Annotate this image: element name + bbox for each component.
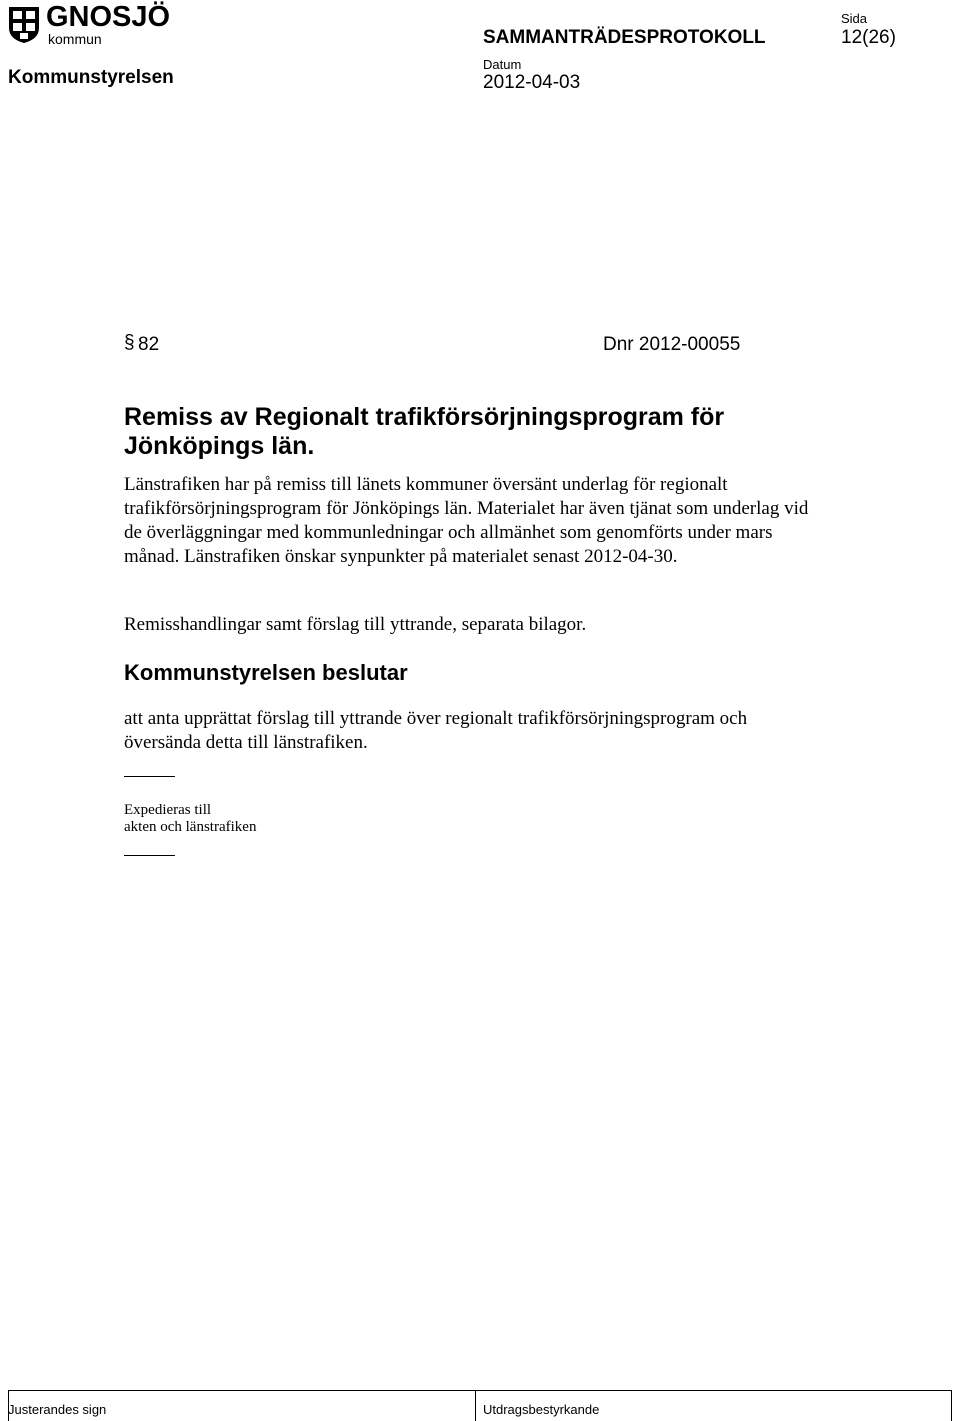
footer-divider <box>475 1390 476 1421</box>
document-type: SAMMANTRÄDESPROTOKOLL <box>483 27 766 48</box>
decision-text: att anta upprättat förslag till yttrande över regionalt trafikförsörjningsprogram och översända detta till länstrafiken. <box>124 708 748 753</box>
page-number: 12(26) <box>841 27 896 48</box>
date-caption: Datum <box>483 57 522 72</box>
municipal-crest-icon <box>8 6 40 44</box>
page-caption: Sida <box>841 11 868 26</box>
body-paragraph-1: Länstrafiken har på remiss till länets kommuner översänt underlag för regionalt trafikförsörjningsprogram för Jönköpings län. Materialet har även tjänat som underlag vid de överläggningar med kommunledningar och allmänhet som genomförts under mars månad. Länstrafiken önskar synpunkter på materialet senast 2012-04-30. <box>124 474 809 567</box>
logo-subtitle: kommun <box>48 31 102 47</box>
logo-wordmark: GNOSJÖ <box>46 1 171 33</box>
dispatch-line-2: akten och länstrafiken <box>124 819 257 835</box>
date-value: 2012-04-03 <box>483 72 581 93</box>
section-number: 82 <box>138 334 160 355</box>
dispatch-note <box>124 802 256 836</box>
municipality-logo <box>8 1 171 47</box>
divider-rule <box>124 776 175 777</box>
section-sign: § <box>124 332 135 353</box>
footer-signature-label: Justerandes sign <box>8 1402 107 1417</box>
footer-divider <box>951 1390 952 1421</box>
footer-rule <box>8 1390 952 1391</box>
divider-rule <box>124 855 175 856</box>
case-number: Dnr 2012-00055 <box>603 334 741 355</box>
organization-name: Kommunstyrelsen <box>8 67 174 88</box>
footer-certification-label: Utdragsbestyrkande <box>483 1402 600 1417</box>
dispatch-line-1: Expedieras till <box>124 802 212 818</box>
body-paragraph-2: Remisshandlingar samt förslag till yttrande, separata bilagor. <box>124 614 587 635</box>
decision-heading: Kommunstyrelsen beslutar <box>124 660 408 685</box>
section-title: Remiss av Regionalt trafikförsörjningsprogram för Jönköpings län. <box>124 403 725 460</box>
